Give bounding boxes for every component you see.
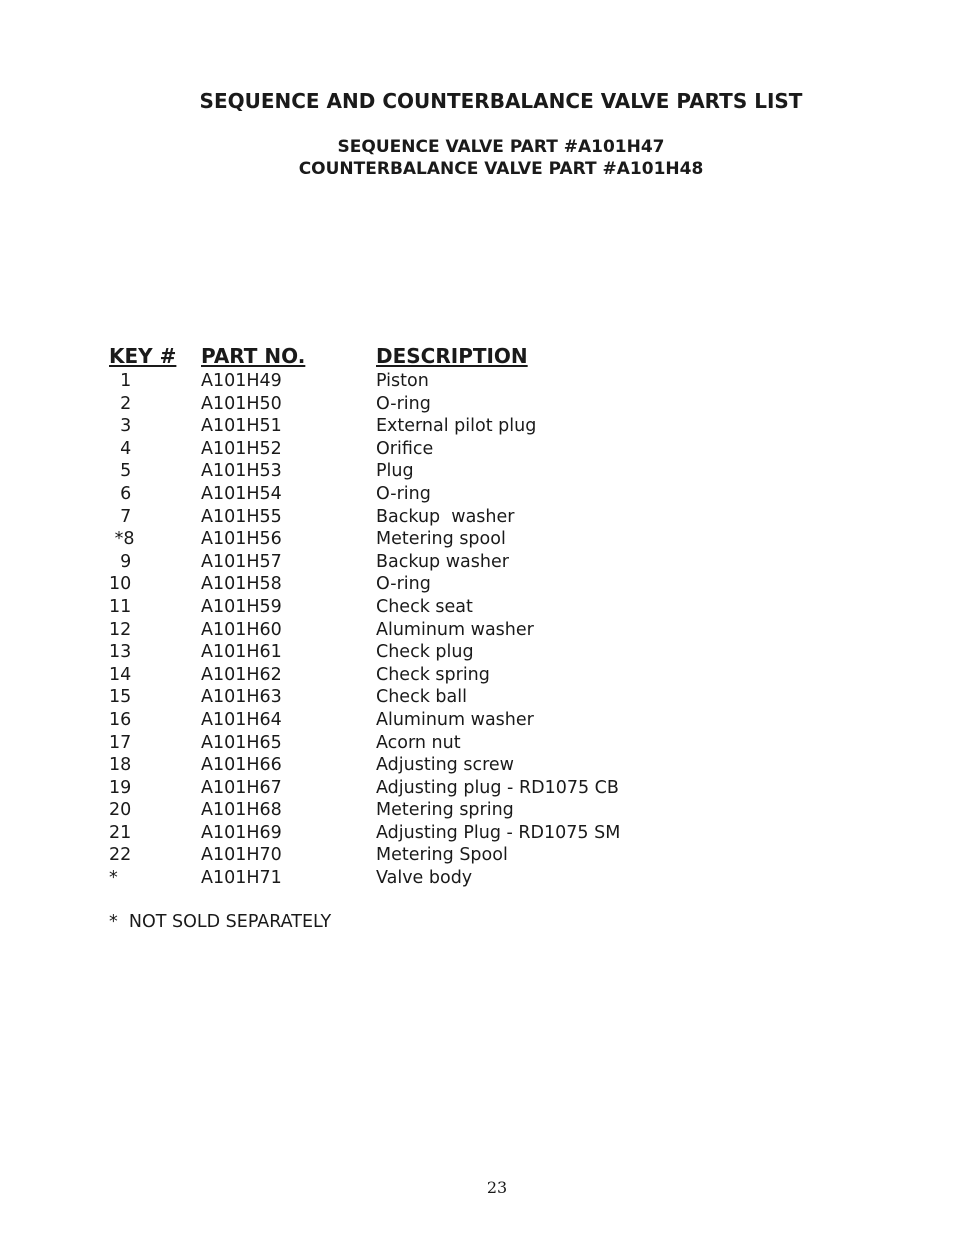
table-row: [0, 732, 954, 755]
table-row: [0, 415, 954, 438]
table-row: [0, 777, 954, 800]
key-cell: 3: [109, 416, 132, 437]
table-row: [0, 799, 954, 822]
key-cell: 19: [109, 777, 132, 798]
page-title: SEQUENCE AND COUNTERBALANCE VALVE PARTS LIST: [199, 89, 803, 113]
column-header-description: DESCRIPTION: [376, 344, 528, 368]
part-no-cell: A101H49: [201, 371, 282, 391]
part-no-cell: A101H64: [201, 709, 282, 730]
description-cell: Piston: [376, 371, 429, 391]
part-no-cell: A101H65: [201, 732, 282, 753]
description-cell: Adjusting screw: [376, 755, 514, 776]
part-no-cell: A101H68: [201, 800, 282, 821]
description-cell: O-ring: [376, 393, 431, 414]
key-cell: 20: [109, 800, 132, 821]
table-row: [0, 573, 954, 596]
key-cell: 11: [109, 596, 132, 617]
description-cell: Acorn nut: [376, 732, 461, 753]
key-cell: 16: [109, 709, 132, 730]
part-no-cell: A101H51: [201, 416, 282, 437]
part-no-cell: A101H57: [201, 551, 282, 572]
key-cell: 17: [109, 732, 132, 753]
key-cell: 15: [109, 687, 132, 708]
part-no-cell: A101H55: [201, 506, 282, 527]
key-cell: 5: [109, 461, 132, 482]
description-cell: Check ball: [376, 687, 467, 708]
key-cell: 21: [109, 822, 132, 843]
description-cell: Metering spring: [376, 800, 514, 821]
part-no-cell: A101H67: [201, 777, 282, 798]
key-cell: 4: [109, 438, 132, 459]
key-cell: 7: [109, 506, 132, 527]
key-cell: 18: [109, 755, 132, 776]
table-row: [0, 664, 954, 687]
footnote: * NOT SOLD SEPARATELY: [109, 912, 332, 932]
description-cell: External pilot plug: [376, 416, 537, 437]
description-cell: Check plug: [376, 642, 474, 663]
part-no-cell: A101H50: [201, 393, 282, 414]
description-cell: Adjusting Plug - RD1075 SM: [376, 822, 621, 843]
description-cell: Metering spool: [376, 529, 506, 550]
column-header-key: KEY #: [109, 344, 177, 368]
description-cell: Backup washer: [376, 551, 509, 572]
key-cell: 6: [109, 483, 132, 504]
description-cell: Metering Spool: [376, 845, 508, 866]
part-no-cell: A101H52: [201, 438, 282, 459]
part-no-cell: A101H66: [201, 755, 282, 776]
part-no-cell: A101H60: [201, 619, 282, 640]
key-cell: *8: [109, 529, 135, 550]
table-row: [0, 754, 954, 777]
description-cell: Check seat: [376, 596, 473, 617]
description-cell: Aluminum washer: [376, 709, 534, 730]
table-row: [0, 822, 954, 845]
key-cell: 9: [109, 551, 132, 572]
parts-list: [0, 370, 954, 890]
part-no-cell: A101H56: [201, 529, 282, 550]
page-number: 23: [486, 1178, 508, 1197]
description-cell: Aluminum washer: [376, 619, 534, 640]
key-cell: 12: [109, 619, 132, 640]
part-no-cell: A101H62: [201, 664, 282, 685]
table-row: [0, 709, 954, 732]
table-row: [0, 483, 954, 506]
description-cell: O-ring: [376, 483, 431, 504]
column-header-part-no: PART NO.: [201, 344, 306, 368]
description-cell: Backup washer: [376, 506, 515, 527]
description-cell: Check spring: [376, 664, 490, 685]
description-cell: Orifice: [376, 438, 434, 459]
table-row: [0, 528, 954, 551]
table-row: [0, 844, 954, 867]
part-no-cell: A101H63: [201, 687, 282, 708]
part-no-cell: A101H54: [201, 483, 282, 504]
key-cell: 2: [109, 393, 132, 414]
part-no-cell: A101H69: [201, 822, 282, 843]
part-no-cell: A101H70: [201, 845, 282, 866]
table-row: [0, 393, 954, 416]
key-cell: 1: [109, 371, 132, 391]
description-cell: Adjusting plug - RD1075 CB: [376, 777, 619, 798]
key-cell: 10: [109, 574, 132, 595]
table-row: [0, 619, 954, 642]
part-no-cell: A101H71: [201, 868, 282, 889]
key-cell: 13: [109, 642, 132, 663]
table-row: [0, 370, 954, 393]
description-cell: Valve body: [376, 868, 473, 889]
part-no-cell: A101H58: [201, 574, 282, 595]
table-row: [0, 686, 954, 709]
table-row: [0, 460, 954, 483]
description-cell: Plug: [376, 461, 414, 482]
part-no-cell: A101H53: [201, 461, 282, 482]
sequence-valve-part-subtitle: SEQUENCE VALVE PART #A101H47: [337, 137, 665, 157]
table-row: [0, 438, 954, 461]
key-cell: 14: [109, 664, 132, 685]
table-row: [0, 867, 954, 890]
key-cell: *: [109, 868, 118, 889]
part-no-cell: A101H61: [201, 642, 282, 663]
table-row: [0, 641, 954, 664]
table-row: [0, 596, 954, 619]
description-cell: O-ring: [376, 574, 431, 595]
key-cell: 22: [109, 845, 132, 866]
table-row: [0, 506, 954, 529]
part-no-cell: A101H59: [201, 596, 282, 617]
counterbalance-valve-part-subtitle: COUNTERBALANCE VALVE PART #A101H48: [298, 159, 704, 179]
table-row: [0, 551, 954, 574]
